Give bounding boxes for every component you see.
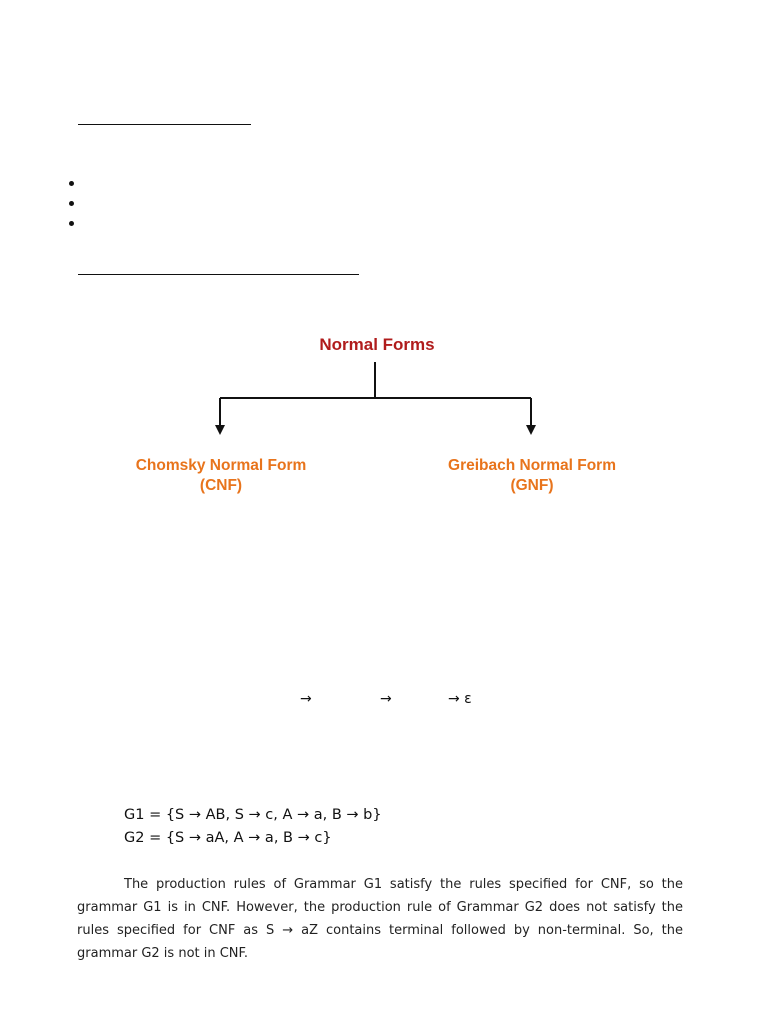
normal-forms-diagram (0, 330, 768, 510)
diagram-root-label: Normal Forms (319, 335, 435, 354)
cnf-node-title: Chomsky Normal Form (135, 457, 307, 474)
bullet-1 (69, 181, 74, 186)
cnf-node (91, 456, 351, 496)
rule-arrow-epsilon: → ε (448, 691, 472, 707)
gnf-node-title: Greibach Normal Form (448, 457, 616, 474)
section-rule-1 (78, 124, 251, 125)
gnf-node (402, 456, 662, 496)
section-rule-2 (78, 274, 359, 275)
gnf-node-abbrev: (GNF) (510, 477, 554, 494)
grammar-g1: G1 = {S → AB, S → c, A → a, B → b} (124, 807, 382, 823)
explanation-paragraph: The production rules of Grammar G1 satisfy the rules specified for CNF, so the grammar G1 is in CNF. However, the production rule of Grammar G2 does not satisfy the rules specified for CNF as S → aZ contains terminal followed by non-terminal. So, the grammar G2 is not in CNF. (77, 877, 683, 961)
bullet-3 (69, 221, 74, 226)
rule-arrow-1: → (300, 691, 312, 707)
grammar-g2: G2 = {S → aA, A → a, B → c} (124, 830, 332, 846)
cnf-node-abbrev: (CNF) (199, 477, 243, 494)
rule-arrow-2: → (380, 691, 392, 707)
bullet-2 (69, 201, 74, 206)
